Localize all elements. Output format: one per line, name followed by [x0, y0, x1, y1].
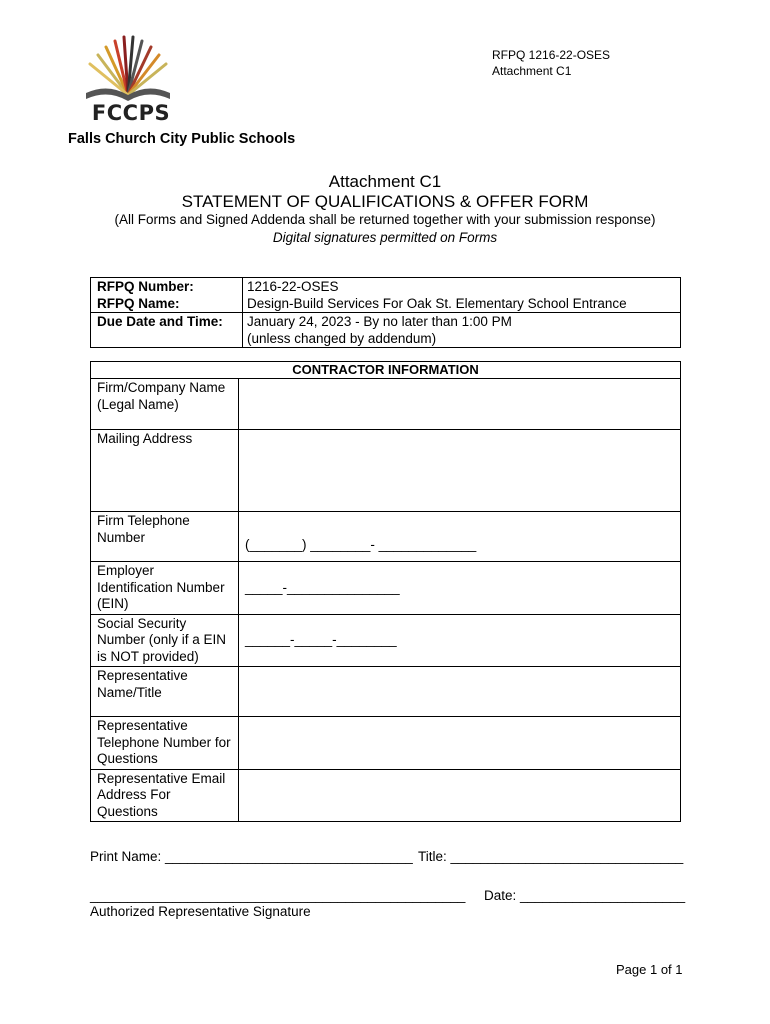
ref-line-2: Attachment C1	[492, 64, 572, 78]
rfpq-number-label: RFPQ Number:	[91, 278, 243, 296]
fccps-logo	[78, 33, 178, 125]
date-line[interactable]: Date: ______________________	[484, 888, 686, 903]
ein-label: Employer Identification Number (EIN)	[91, 562, 239, 615]
mailing-address-label: Mailing Address	[91, 430, 239, 512]
ssn-field[interactable]: ______-_____-________	[239, 614, 681, 667]
signature-line[interactable]: __________________________________________________	[90, 888, 466, 903]
mailing-address-field[interactable]	[239, 430, 681, 512]
due-date-cell	[243, 313, 681, 348]
contractor-heading: CONTRACTOR INFORMATION	[91, 362, 681, 379]
due-date-value: January 24, 2023 - By no later than 1:00 PM	[247, 314, 512, 329]
firm-telephone-label: Firm Telephone Number	[91, 512, 239, 562]
due-date-note: (unless changed by addendum)	[247, 331, 437, 346]
title-line[interactable]: Title: _______________________________	[418, 849, 684, 864]
representative-phone-label: Representative Telephone Number for Questions	[91, 717, 239, 770]
contractor-info-table	[90, 361, 681, 822]
ref-line-1: RFPQ 1216-22-OSES	[492, 48, 611, 62]
firm-name-field[interactable]	[239, 379, 681, 430]
representative-name-label: Representative Name/Title	[91, 667, 239, 717]
school-name: Falls Church City Public Schools	[68, 131, 296, 147]
representative-name-field[interactable]	[239, 667, 681, 717]
rfpq-number-value: 1216-22-OSES	[243, 278, 681, 296]
form-title: STATEMENT OF QUALIFICATIONS & OFFER FORM	[181, 192, 589, 211]
signature-label: Authorized Representative Signature	[90, 904, 311, 919]
representative-phone-field[interactable]	[239, 717, 681, 770]
representative-email-field[interactable]	[239, 769, 681, 822]
firm-name-label: Firm/Company Name (Legal Name)	[91, 379, 239, 430]
logo-text: FCCPS	[91, 101, 171, 125]
rfpq-name-value: Design-Build Services For Oak St. Elementary School Entrance	[243, 295, 681, 313]
firm-telephone-field[interactable]: (_______) ________- _____________	[239, 512, 681, 562]
page-number: Page 1 of 1	[616, 962, 683, 977]
digital-signature-note: Digital signatures permitted on Forms	[272, 230, 498, 245]
print-name-line[interactable]: Print Name: _________________________________	[90, 849, 413, 864]
form-instructions: (All Forms and Signed Addenda shall be returned together with your submission response)	[114, 212, 656, 227]
book-rays-icon	[78, 33, 178, 105]
ein-field[interactable]: _____-_______________	[239, 562, 681, 615]
rfpq-info-table	[90, 277, 681, 348]
representative-email-label: Representative Email Address For Questions	[91, 769, 239, 822]
ssn-label: Social Security Number (only if a EIN is NOT provided)	[91, 614, 239, 667]
attachment-title: Attachment C1	[328, 172, 442, 191]
due-date-label: Due Date and Time:	[91, 313, 243, 348]
document-reference	[492, 47, 610, 79]
rfpq-name-label: RFPQ Name:	[91, 295, 243, 313]
